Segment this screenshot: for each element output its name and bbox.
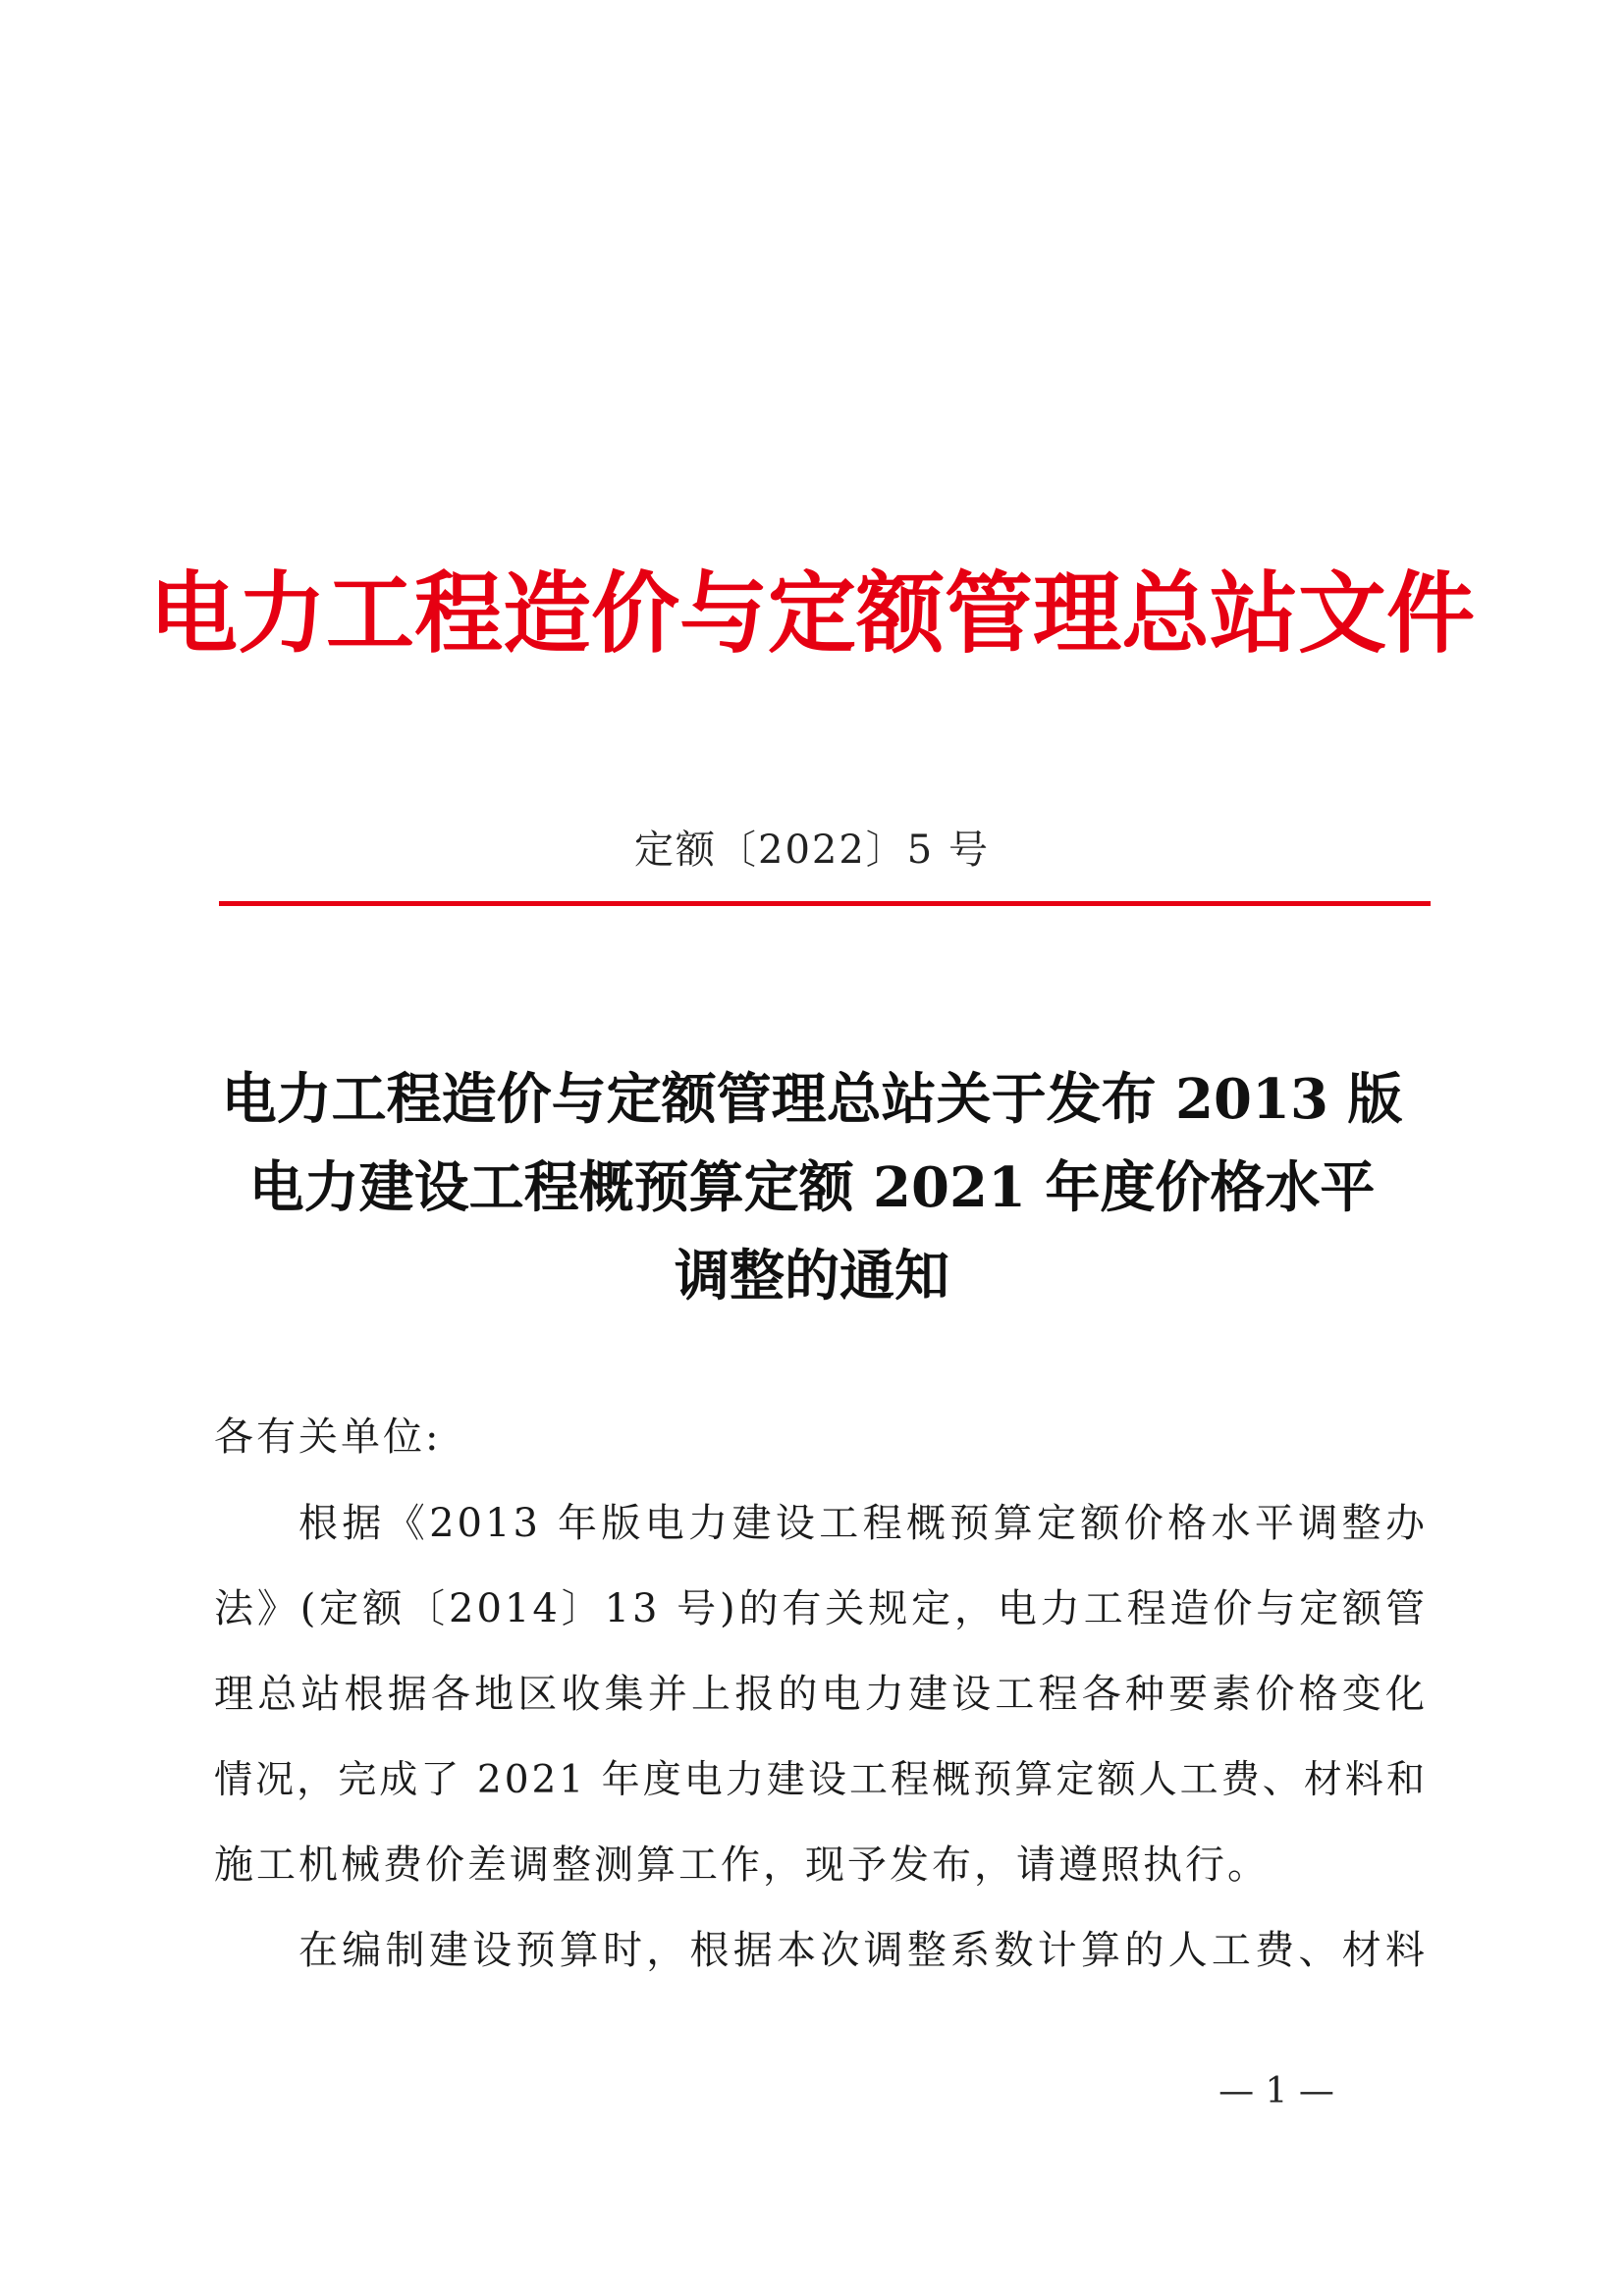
paragraph-1-line-3: 理总站根据各地区收集并上报的电力建设工程各种要素价格变化 bbox=[214, 1672, 1428, 1717]
notice-title-line-3: 调整的通知 bbox=[675, 1244, 949, 1308]
paragraph-1-line-5: 施工机械费价差调整测算工作，现予发布，请遵照执行。 bbox=[214, 1842, 1270, 1888]
paragraph-2 bbox=[214, 1908, 1428, 1994]
page-number: — 1 — bbox=[1218, 2071, 1334, 2111]
paragraph-2-line-1: 在编制建设预算时，根据本次调整系数计算的人工费、材料 bbox=[298, 1928, 1428, 1973]
notice-title bbox=[177, 1055, 1447, 1320]
notice-title-line-1: 电力工程造价与定额管理总站关于发布 2013 版 bbox=[221, 1067, 1403, 1132]
paragraph-1-line-1: 根据《2013 年版电力建设工程概预算定额价格水平调整办 bbox=[298, 1501, 1428, 1546]
paragraph-1 bbox=[214, 1481, 1428, 1908]
paragraph-1-line-2: 法》(定额〔2014〕13 号)的有关规定，电力工程造价与定额管 bbox=[214, 1586, 1428, 1631]
red-divider-rule bbox=[219, 901, 1431, 906]
masthead-title: 电力工程造价与定额管理总站文件 bbox=[149, 561, 1475, 666]
notice-title-line-2: 电力建设工程概预算定额 2021 年度价格水平 bbox=[248, 1155, 1376, 1220]
paragraph-1-line-4: 情况，完成了 2021 年度电力建设工程概预算定额人工费、材料和 bbox=[214, 1758, 1428, 1802]
salutation: 各有关单位: bbox=[214, 1415, 442, 1460]
document-number: 定额〔2022〕5 号 bbox=[634, 828, 990, 873]
